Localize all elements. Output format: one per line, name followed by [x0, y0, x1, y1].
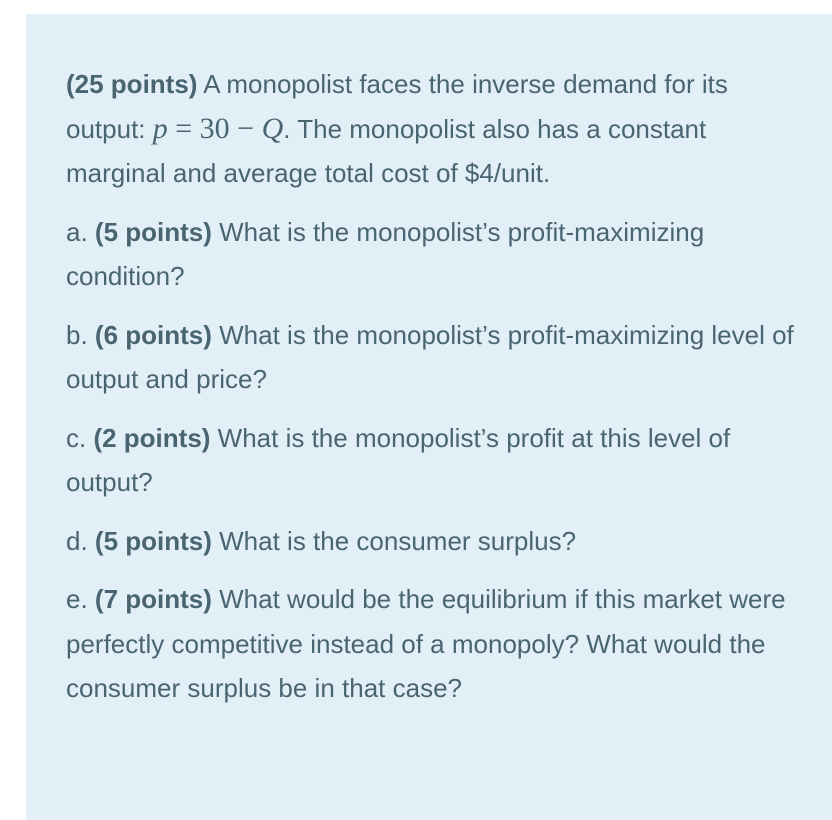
part-letter: b.: [66, 319, 95, 350]
equation-quantity-symbol: Q: [261, 111, 284, 145]
question-part-d: [66, 519, 796, 564]
part-text: What is the monopolist’s profit at this level of output?: [66, 422, 731, 497]
part-points: (5 points): [94, 216, 212, 247]
question-part-c: [66, 416, 796, 505]
intro-points: (25 points): [66, 69, 198, 99]
part-points: (6 points): [94, 319, 212, 350]
part-letter: e.: [66, 584, 95, 614]
part-text: What is the consumer surplus?: [211, 525, 577, 556]
part-text: What is the monopolist’s profit-maximizing level of output and price?: [66, 319, 794, 394]
question-part-a: [66, 210, 796, 299]
part-points: (5 points): [94, 525, 212, 556]
part-points: (2 points): [93, 422, 211, 453]
equation-constant: 30: [199, 111, 230, 145]
part-letter: d.: [66, 525, 95, 556]
question-part-e: [66, 577, 796, 711]
equation-minus: −: [229, 111, 262, 145]
part-letter: c.: [66, 422, 94, 453]
question-intro: [66, 62, 796, 196]
part-letter: a.: [66, 216, 95, 247]
demand-equation: [153, 112, 284, 145]
question-content: [66, 62, 796, 725]
intro-text: A monopolist faces the inverse demand for its output:: [66, 69, 728, 144]
equation-price-symbol: p: [152, 111, 168, 145]
equation-equals: =: [167, 111, 200, 145]
part-points: (7 points): [94, 584, 212, 614]
part-text: What would be the equilibrium if this market were perfectly competitive instead of a monopoly? What would the consumer surplus be in that case?: [66, 584, 786, 703]
part-text: What is the monopolist’s profit-maximizing condition?: [66, 216, 705, 291]
intro-text-continued: . The monopolist also has a constant marginal and average total cost of $4/unit.: [66, 113, 707, 188]
question-card: [26, 14, 832, 820]
question-part-b: [66, 313, 796, 402]
